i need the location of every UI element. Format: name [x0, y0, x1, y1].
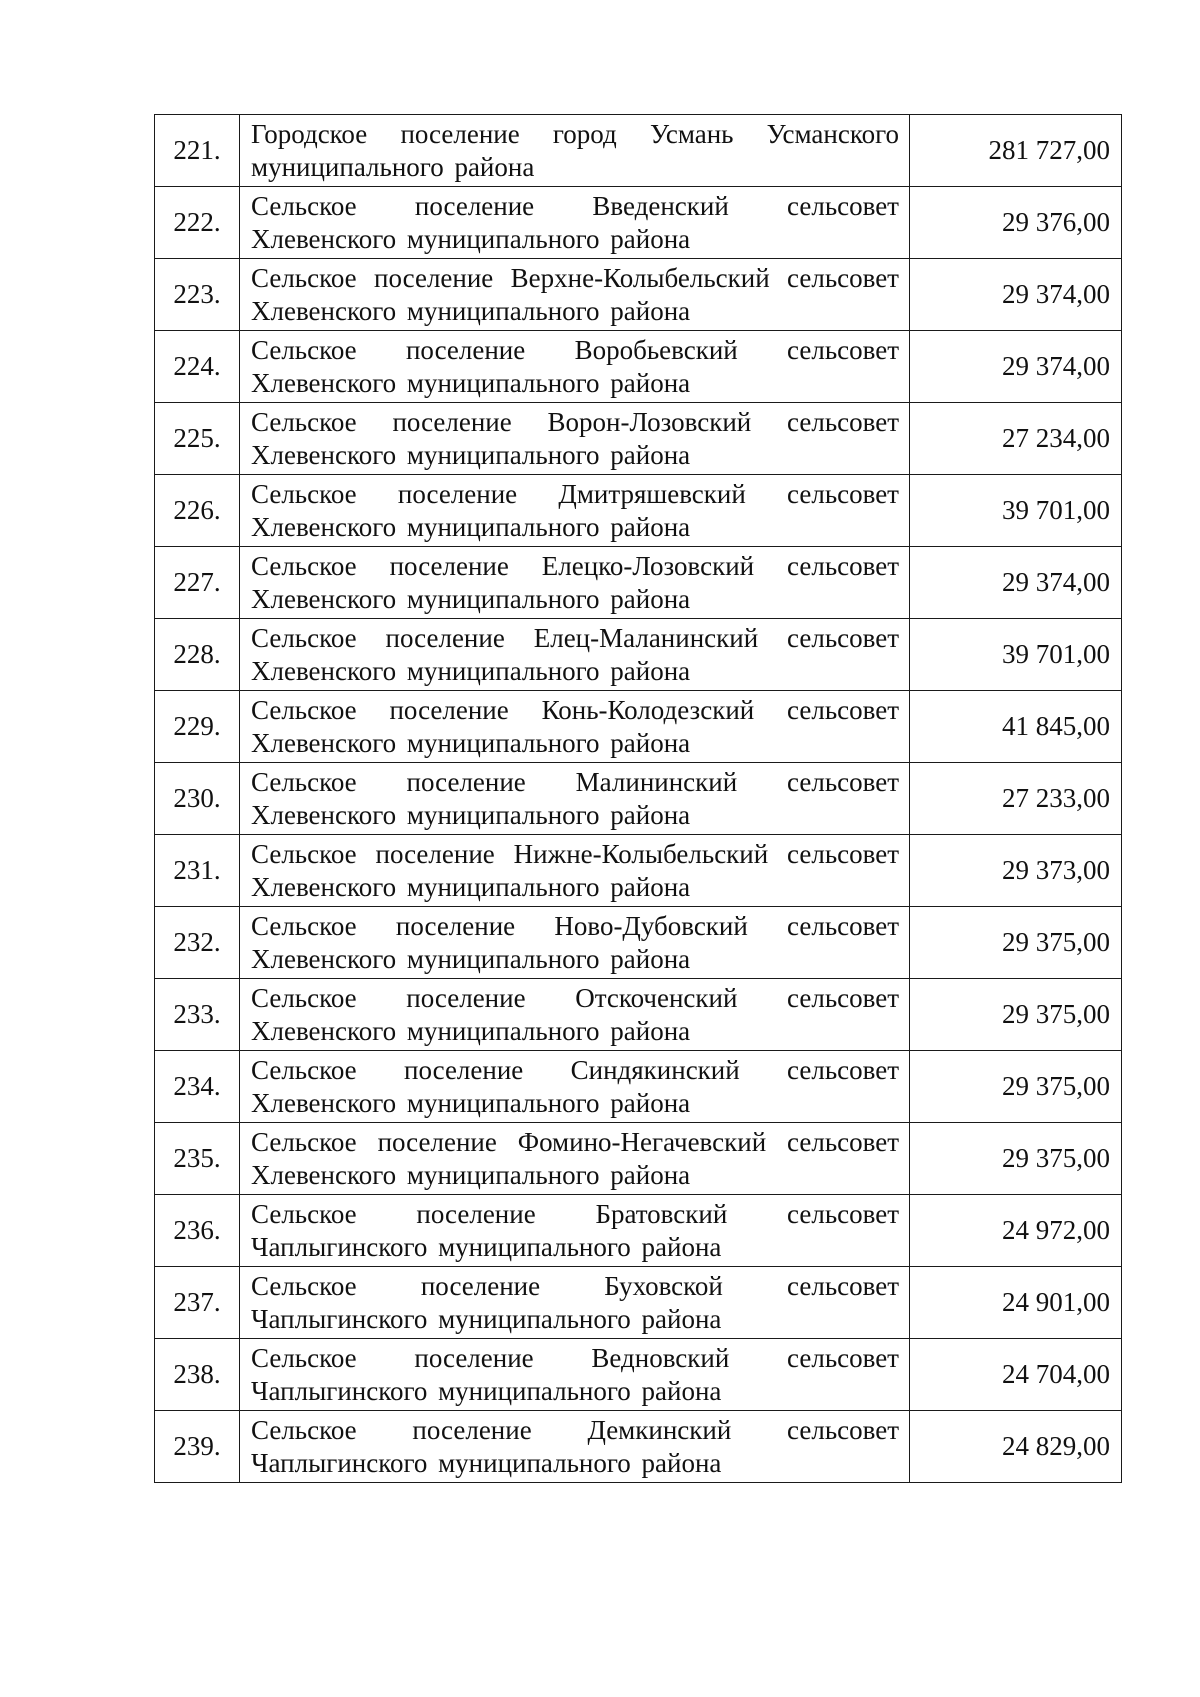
row-number: 228. [155, 619, 240, 691]
allocation-amount: 39 701,00 [910, 619, 1122, 691]
table-row [155, 475, 1122, 547]
allocation-amount: 29 374,00 [910, 331, 1122, 403]
settlement-name-text: Сельское поселение Верхне-Колыбельский сельсовет Хлевенского муниципального района [251, 262, 899, 326]
settlement-name [240, 835, 910, 907]
row-number: 234. [155, 1051, 240, 1123]
row-number: 230. [155, 763, 240, 835]
settlement-name [240, 475, 910, 547]
settlement-name [240, 547, 910, 619]
allocation-table-body [155, 115, 1122, 1483]
allocation-amount: 41 845,00 [910, 691, 1122, 763]
allocation-amount: 29 373,00 [910, 835, 1122, 907]
allocation-amount: 29 375,00 [910, 907, 1122, 979]
allocation-amount: 24 829,00 [910, 1411, 1122, 1483]
allocation-amount: 24 972,00 [910, 1195, 1122, 1267]
settlement-name-text: Сельское поселение Малининский сельсовет Хлевенского муниципального района [251, 766, 899, 830]
allocation-amount: 39 701,00 [910, 475, 1122, 547]
table-row [155, 115, 1122, 187]
settlement-name [240, 907, 910, 979]
row-number: 225. [155, 403, 240, 475]
settlement-name [240, 1339, 910, 1411]
settlement-name [240, 619, 910, 691]
row-number: 235. [155, 1123, 240, 1195]
table-row [155, 835, 1122, 907]
allocation-table [154, 114, 1122, 1483]
row-number: 236. [155, 1195, 240, 1267]
table-row [155, 1267, 1122, 1339]
allocation-amount: 27 233,00 [910, 763, 1122, 835]
settlement-name-text: Сельское поселение Елец-Маланинский сельсовет Хлевенского муниципального района [251, 622, 899, 686]
settlement-name-text: Сельское поселение Конь-Колодезский сельсовет Хлевенского муниципального района [251, 694, 899, 758]
settlement-name [240, 1267, 910, 1339]
row-number: 238. [155, 1339, 240, 1411]
settlement-name-text: Сельское поселение Отскоченский сельсовет Хлевенского муниципального района [251, 982, 899, 1046]
row-number: 227. [155, 547, 240, 619]
settlement-name-text: Сельское поселение Дмитряшевский сельсовет Хлевенского муниципального района [251, 478, 899, 542]
table-row [155, 1339, 1122, 1411]
settlement-name-text: Сельское поселение Демкинский сельсовет Чаплыгинского муниципального района [251, 1414, 899, 1478]
settlement-name [240, 1123, 910, 1195]
settlement-name [240, 1051, 910, 1123]
table-row [155, 1051, 1122, 1123]
table-row [155, 1411, 1122, 1483]
row-number: 231. [155, 835, 240, 907]
allocation-amount: 27 234,00 [910, 403, 1122, 475]
row-number: 222. [155, 187, 240, 259]
settlement-name-text: Сельское поселение Елецко-Лозовский сельсовет Хлевенского муниципального района [251, 550, 899, 614]
table-row [155, 619, 1122, 691]
row-number: 221. [155, 115, 240, 187]
row-number: 237. [155, 1267, 240, 1339]
row-number: 229. [155, 691, 240, 763]
settlement-name-text: Городское поселение город Усмань Усманского муниципального района [251, 118, 899, 182]
allocation-amount: 29 375,00 [910, 979, 1122, 1051]
allocation-amount: 29 374,00 [910, 259, 1122, 331]
table-row [155, 979, 1122, 1051]
table-row [155, 907, 1122, 979]
settlement-name-text: Сельское поселение Буховской сельсовет Чаплыгинского муниципального района [251, 1270, 899, 1334]
table-row [155, 1123, 1122, 1195]
allocation-amount: 29 374,00 [910, 547, 1122, 619]
settlement-name-text: Сельское поселение Синдякинский сельсовет Хлевенского муниципального района [251, 1054, 899, 1118]
table-row [155, 331, 1122, 403]
allocation-amount: 281 727,00 [910, 115, 1122, 187]
allocation-amount: 29 375,00 [910, 1051, 1122, 1123]
allocation-amount: 29 376,00 [910, 187, 1122, 259]
table-row [155, 691, 1122, 763]
allocation-amount: 29 375,00 [910, 1123, 1122, 1195]
row-number: 224. [155, 331, 240, 403]
table-row [155, 187, 1122, 259]
settlement-name-text: Сельское поселение Ворон-Лозовский сельсовет Хлевенского муниципального района [251, 406, 899, 470]
table-row [155, 1195, 1122, 1267]
row-number: 233. [155, 979, 240, 1051]
allocation-amount: 24 704,00 [910, 1339, 1122, 1411]
settlement-name [240, 403, 910, 475]
settlement-name-text: Сельское поселение Ведновский сельсовет Чаплыгинского муниципального района [251, 1342, 899, 1406]
settlement-name [240, 691, 910, 763]
row-number: 226. [155, 475, 240, 547]
settlement-name [240, 1195, 910, 1267]
settlement-name-text: Сельское поселение Воробьевский сельсовет Хлевенского муниципального района [251, 334, 899, 398]
row-number: 223. [155, 259, 240, 331]
settlement-name [240, 187, 910, 259]
settlement-name [240, 331, 910, 403]
settlement-name-text: Сельское поселение Фомино-Негачевский сельсовет Хлевенского муниципального района [251, 1126, 899, 1190]
table-row [155, 259, 1122, 331]
table-row [155, 403, 1122, 475]
settlement-name [240, 259, 910, 331]
row-number: 232. [155, 907, 240, 979]
allocation-amount: 24 901,00 [910, 1267, 1122, 1339]
settlement-name-text: Сельское поселение Введенский сельсовет Хлевенского муниципального района [251, 190, 899, 254]
settlement-name-text: Сельское поселение Нижне-Колыбельский сельсовет Хлевенского муниципального района [251, 838, 899, 902]
settlement-name-text: Сельское поселение Ново-Дубовский сельсовет Хлевенского муниципального района [251, 910, 899, 974]
settlement-name [240, 763, 910, 835]
settlement-name [240, 1411, 910, 1483]
table-row [155, 547, 1122, 619]
row-number: 239. [155, 1411, 240, 1483]
table-row [155, 763, 1122, 835]
settlement-name [240, 979, 910, 1051]
settlement-name-text: Сельское поселение Братовский сельсовет Чаплыгинского муниципального района [251, 1198, 899, 1262]
settlement-name [240, 115, 910, 187]
